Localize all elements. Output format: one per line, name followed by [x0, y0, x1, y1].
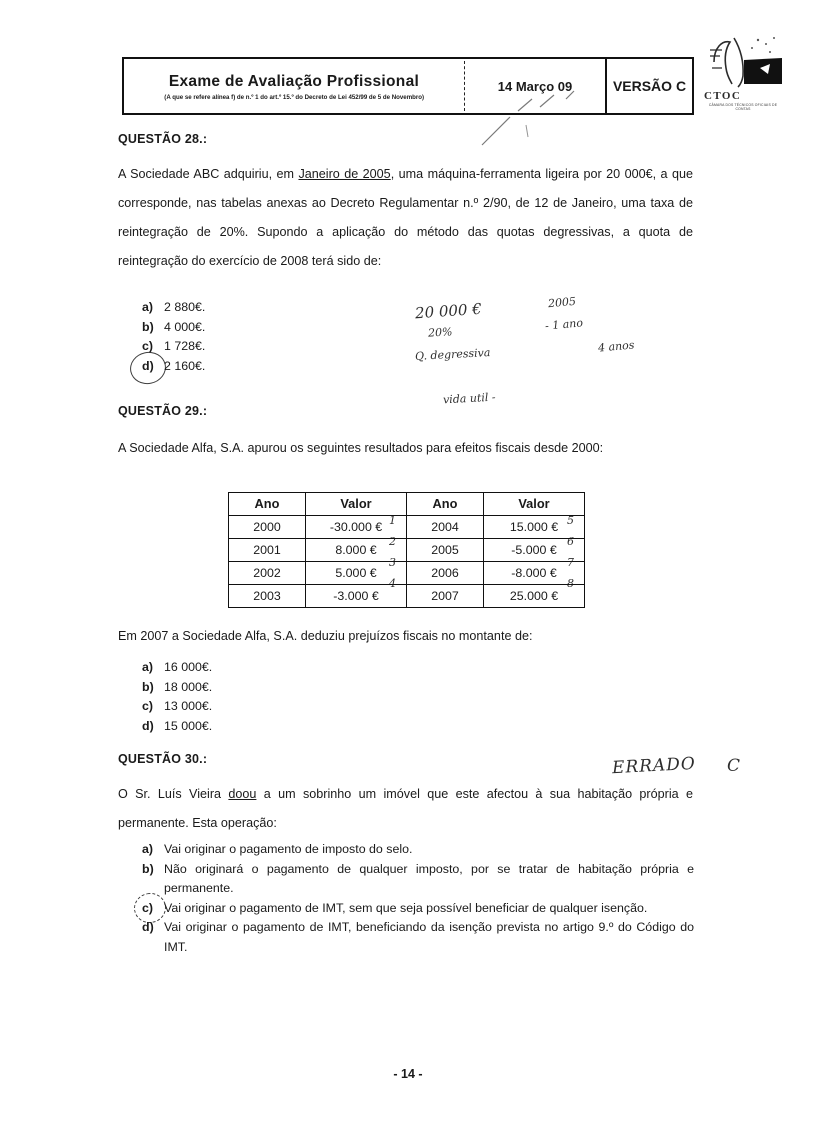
exam-date: 14 Março 09: [497, 78, 573, 94]
option-text: 13 000€.: [164, 699, 213, 713]
table-cell: 2000: [229, 516, 306, 539]
table-row: [229, 516, 585, 539]
table-header-cell: Valor: [484, 493, 585, 516]
table-header-cell: Ano: [229, 493, 306, 516]
option-key: b): [142, 861, 154, 876]
question-29-body: A Sociedade Alfa, S.A. apurou os seguintes resultados para efeitos fiscais desde 2000:: [118, 441, 604, 455]
option-row[interactable]: [142, 337, 402, 357]
option-text: Vai originar o pagamento de IMT, beneficiando da isenção prevista no artigo 9.º do Código do IMT.: [164, 920, 694, 954]
header-title-cell: [124, 59, 464, 113]
option-text: 2 160€.: [164, 358, 206, 373]
header-version-cell: [607, 59, 692, 113]
handwritten-note-q30-answer: C: [727, 756, 741, 776]
logo-microtext: CÂMARA DOS TÉCNICOS OFICIAIS DE CONTAS: [708, 103, 778, 111]
handwritten-note-q28-right2: - 1 ano: [544, 316, 584, 333]
option-row[interactable]: [142, 899, 694, 919]
handwritten-note-q28-line4: vida util -: [442, 390, 496, 407]
handwritten-table-mark-5: 5: [567, 514, 574, 527]
results-table: [228, 492, 585, 608]
ctoc-logo-icon: [700, 32, 786, 94]
question-30-options: [142, 840, 694, 957]
option-row[interactable]: [142, 298, 402, 318]
question-30-body: O Sr. Luís Vieira doou a um sobrinho um imóvel que este afectou à sua habitação própria e permanente. Esta operação:: [118, 787, 693, 830]
handwritten-note-q28-right3: 4 anos: [597, 338, 635, 355]
table-header-cell: Valor: [306, 493, 407, 516]
option-row[interactable]: [142, 697, 402, 717]
header-date-cell: [465, 59, 605, 113]
handwritten-note-q30: ERRADO: [611, 753, 697, 779]
option-key: b): [142, 319, 154, 334]
table-header-row: [229, 493, 585, 516]
table-cell: 5.000 €: [306, 562, 407, 585]
option-row[interactable]: [142, 678, 402, 698]
question-28-label: QUESTÃO 28.:: [118, 132, 208, 146]
option-row[interactable]: [142, 860, 694, 899]
question-30-label: QUESTÃO 30.:: [118, 752, 208, 766]
option-row[interactable]: [142, 658, 402, 678]
handwritten-note-q28-right1: 2005: [547, 294, 577, 311]
option-row[interactable]: [142, 918, 694, 957]
table-cell: 2004: [407, 516, 484, 539]
table-cell: 2003: [229, 585, 306, 608]
question-29-options: [142, 658, 402, 736]
option-key: a): [142, 842, 154, 856]
option-text: 16 000€.: [164, 660, 213, 674]
option-text: 2 880€.: [164, 300, 206, 314]
table-cell: 2001: [229, 539, 306, 562]
option-row[interactable]: [142, 840, 694, 860]
handwritten-note-q28-line2: 20%: [427, 325, 453, 340]
handwritten-table-mark-2: 2: [389, 535, 396, 548]
exam-version: VERSÃO C: [612, 78, 687, 94]
question-29-label: QUESTÃO 29.:: [118, 404, 208, 418]
handwritten-note-q28-line1: 20 000 €: [414, 299, 483, 323]
table-row: [229, 562, 585, 585]
question-28-body: A Sociedade ABC adquiriu, em Janeiro de 2005, uma máquina-ferramenta ligeira por 20 000€, a que corresponde, nas tabelas anexas ao Decreto Regulamentar n.º 2/90, de 12 de Janeiro, uma taxa de reintegração de 20%. Supondo a aplicação do método das quotas degressivas, a quota de reintegração do exercício de 2008 terá sido de:: [118, 167, 694, 268]
option-key: a): [142, 300, 154, 314]
table-row: [229, 585, 585, 608]
option-key: d): [142, 358, 154, 373]
option-key: c): [142, 339, 154, 353]
ctoc-logo: [700, 32, 786, 116]
option-text: 4 000€.: [164, 319, 206, 334]
option-key: d): [142, 920, 154, 934]
option-text: 18 000€.: [164, 679, 213, 694]
option-key: c): [142, 900, 154, 915]
handwritten-table-mark-6: 6: [567, 535, 574, 548]
table-cell: -8.000 €: [484, 562, 585, 585]
option-text: Não originará o pagamento de qualquer imposto, por se tratar de habitação própria e permanente.: [164, 861, 694, 895]
option-text: 1 728€.: [164, 339, 206, 353]
handwritten-table-mark-3: 3: [389, 556, 396, 569]
option-text: Vai originar o pagamento de IMT, sem que seja possível beneficiar de qualquer isenção.: [164, 900, 648, 915]
table-cell: 2006: [407, 562, 484, 585]
handwritten-table-mark-7: 7: [567, 556, 574, 569]
option-key: b): [142, 679, 154, 694]
option-key: c): [142, 699, 154, 713]
table-row: [229, 539, 585, 562]
table-cell: -30.000 €: [306, 516, 407, 539]
table-cell: 2002: [229, 562, 306, 585]
question-29-followup: Em 2007 a Sociedade Alfa, S.A. deduziu prejuízos fiscais no montante de:: [118, 629, 533, 643]
table-cell: 25.000 €: [484, 585, 585, 608]
exam-header-box: [122, 57, 694, 115]
option-row[interactable]: [142, 357, 402, 377]
table-cell: -5.000 €: [484, 539, 585, 562]
option-text: 15 000€.: [164, 718, 213, 733]
table-header-cell: Ano: [407, 493, 484, 516]
option-key: d): [142, 718, 154, 733]
table-cell: 15.000 €: [484, 516, 585, 539]
header-subtitle: (A que se refere alínea f) de n.º 1 do art.º 15.º do Decreto de Lei 452/99 de 5 de Novembro): [164, 94, 424, 101]
logo-caption: CTOC: [704, 90, 742, 102]
option-row[interactable]: [142, 717, 402, 737]
page-footer: - 14 -: [393, 1067, 423, 1081]
table-cell: -3.000 €: [306, 585, 407, 608]
table-cell: 8.000 €: [306, 539, 407, 562]
option-key: a): [142, 660, 154, 674]
table-cell: 2005: [407, 539, 484, 562]
table-cell: 2007: [407, 585, 484, 608]
handwritten-table-mark-8: 8: [567, 577, 574, 590]
handwritten-table-mark-4: 4: [389, 577, 396, 590]
option-text: Vai originar o pagamento de imposto do selo.: [164, 842, 413, 856]
handwritten-table-mark-1: 1: [389, 514, 396, 527]
handwritten-note-q28-line3: Q. degressiva: [414, 346, 491, 363]
page-title: Exame de Avaliação Profissional: [168, 73, 420, 90]
question-28-options: [142, 298, 402, 376]
option-row[interactable]: [142, 318, 402, 338]
